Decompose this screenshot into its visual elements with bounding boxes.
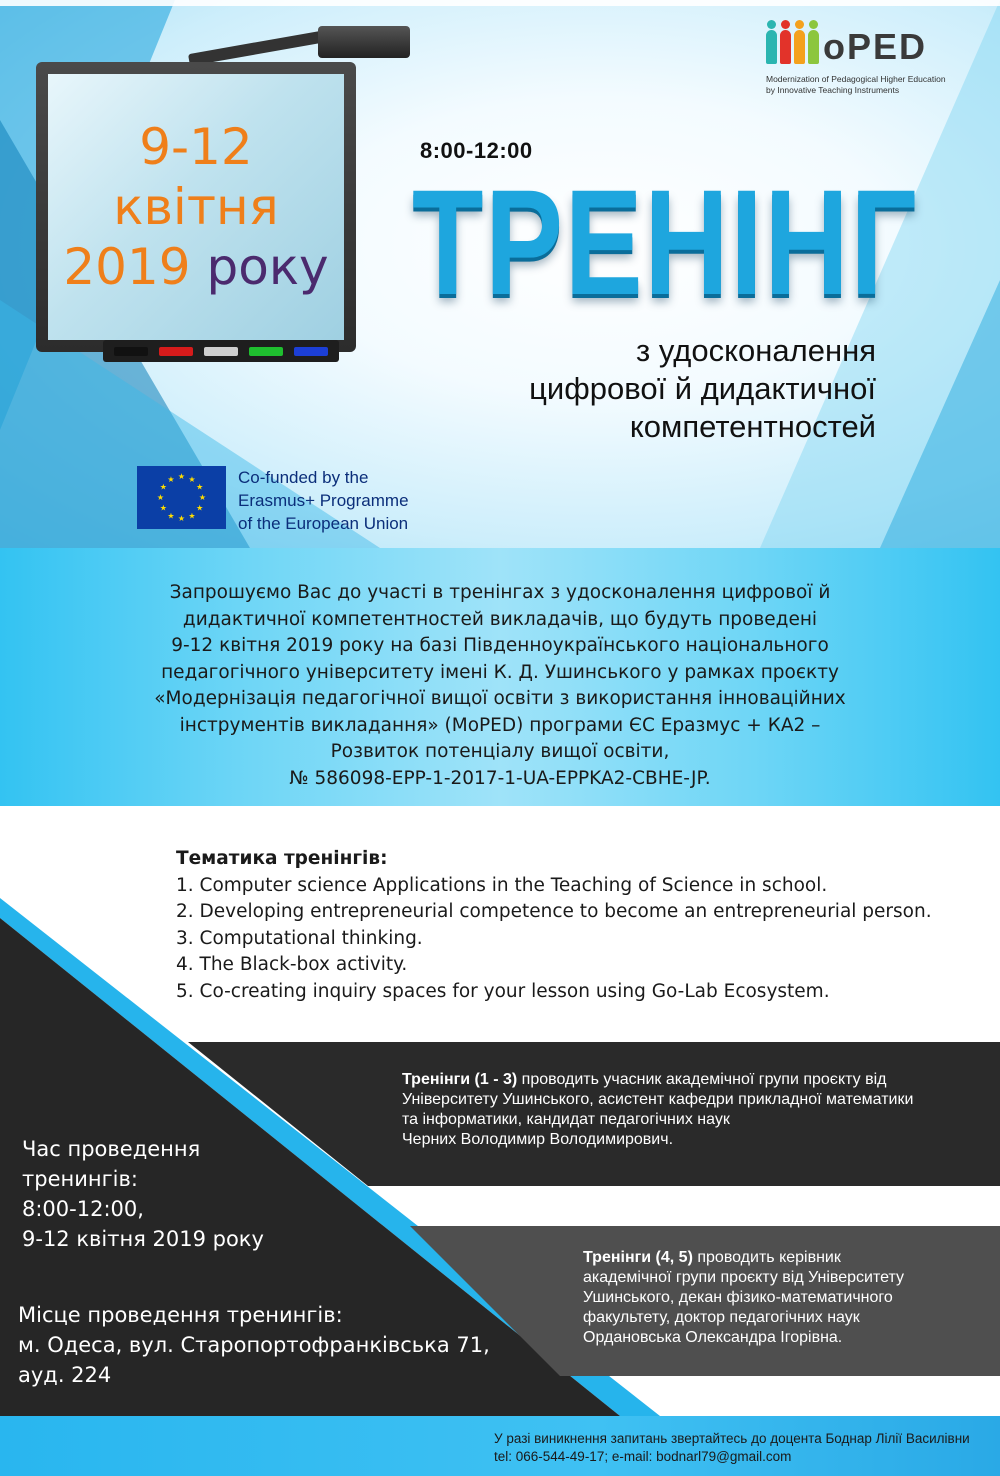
logo-subtitle: Modernization of Pedagogical Higher Education by Innovative Teaching Instruments (766, 74, 946, 95)
invitation-band (0, 548, 1000, 806)
svg-text:★: ★ (188, 474, 196, 484)
pen-blue-icon (294, 347, 328, 356)
trainer-2-info: Тренінги (4, 5) проводить керівник академічної групи проєкту від Університету Ушинського, декан фізико-математичного факультету, доктор педагогічних наук Ордановська Олександра Ігорівна. (583, 1249, 905, 1346)
date-month: квітня (113, 178, 279, 236)
board-screen (48, 74, 344, 340)
svg-text:★: ★ (196, 482, 204, 492)
date-year: 2019 (63, 238, 191, 296)
header-time: 8:00-12:00 (420, 138, 533, 163)
list-item: 4. The Black-box activity. (176, 954, 408, 975)
eu-flag-icon (137, 466, 226, 529)
moped-logo (766, 26, 986, 96)
eraser-icon (204, 347, 238, 356)
page-subtitle: з удосконалення цифрової й дидактичної компетентностей (529, 333, 876, 444)
svg-text:★: ★ (167, 511, 175, 521)
list-item: 5. Co-creating inquiry spaces for your lesson using Go-Lab Ecosystem. (176, 980, 830, 1002)
list-item: 3. Computational thinking. (176, 927, 423, 949)
topics-title: Тематика тренінгів: (176, 848, 388, 869)
svg-text:★: ★ (196, 503, 204, 513)
pen-black-icon (114, 347, 148, 356)
pen-tray (103, 340, 339, 362)
date-days: 9-12 (139, 118, 253, 176)
pen-green-icon (249, 347, 283, 356)
svg-text:★: ★ (159, 482, 167, 492)
logo-text: oPED (823, 26, 928, 67)
svg-text:★: ★ (167, 474, 175, 484)
svg-text:★: ★ (177, 472, 186, 482)
footer-email-line: tel: 066-544-49-17; e-mail: bodnarl79@gmail.com (494, 1449, 792, 1464)
list-item: 1. Computer science Applications in the Teaching of Science in school. (176, 874, 828, 896)
interactive-whiteboard (36, 62, 356, 352)
page-title: ТРЕНІНГ (412, 158, 919, 326)
footer-contact (494, 1430, 970, 1466)
people-figures-icon (766, 30, 819, 64)
svg-text:★: ★ (177, 514, 186, 524)
trainer-1-info: Тренінги (1 - 3) проводить учасник академічної групи проєкту від Університету Ушинського, асистент кафедри прикладної математики та інформатики, кандидат педагогічних наук Черних Володимир Володимирович. (402, 1071, 914, 1148)
list-item: 2. Developing entrepreneurial competence to become an entrepreneurial person. (176, 901, 932, 922)
svg-text:★: ★ (156, 493, 165, 503)
time-info: Час проведення тренингів: 8:00-12:00, 9-12 квітня 2019 року (22, 1137, 264, 1251)
place-info: Місце проведення тренингів: м. Одеса, вул. Старопортофранківська 71, ауд. 224 (18, 1303, 490, 1387)
svg-text:★: ★ (198, 493, 207, 503)
pen-red-icon (159, 347, 193, 356)
date-year-line (63, 237, 328, 297)
topics-list (176, 846, 976, 1005)
invitation-text: Запрошуємо Вас до участі в тренінгах з удосконалення цифрової й дидактичної компетентностей викладачів, що будуть проведені 9-12 квітня 2019 року на базі Південноукраїнського національного педагогічного університету імені К. Д. Ушинського у рамках проєкту «Модернізація педагогічної вищої освіти з використання інноваційних інструментів викладання» (MoPED) програми ЄС Еразмус + КА2 – Розвиток потенціалу вищої освіти, № 586098-EPP-1-2017-1-UA-EPPKA2-CBHE-JP. (154, 582, 846, 789)
svg-text:★: ★ (159, 503, 167, 513)
projector-icon (318, 26, 410, 58)
date-year-word: року (206, 238, 329, 296)
header-banner (0, 0, 1000, 548)
svg-text:★: ★ (188, 511, 196, 521)
footer-contact-line: У разі виникнення запитань звертайтесь до доцента Боднар Лілії Василівни (494, 1431, 970, 1446)
eu-cofunded-text: Co-funded by the Erasmus+ Programme of the European Union (238, 468, 409, 533)
